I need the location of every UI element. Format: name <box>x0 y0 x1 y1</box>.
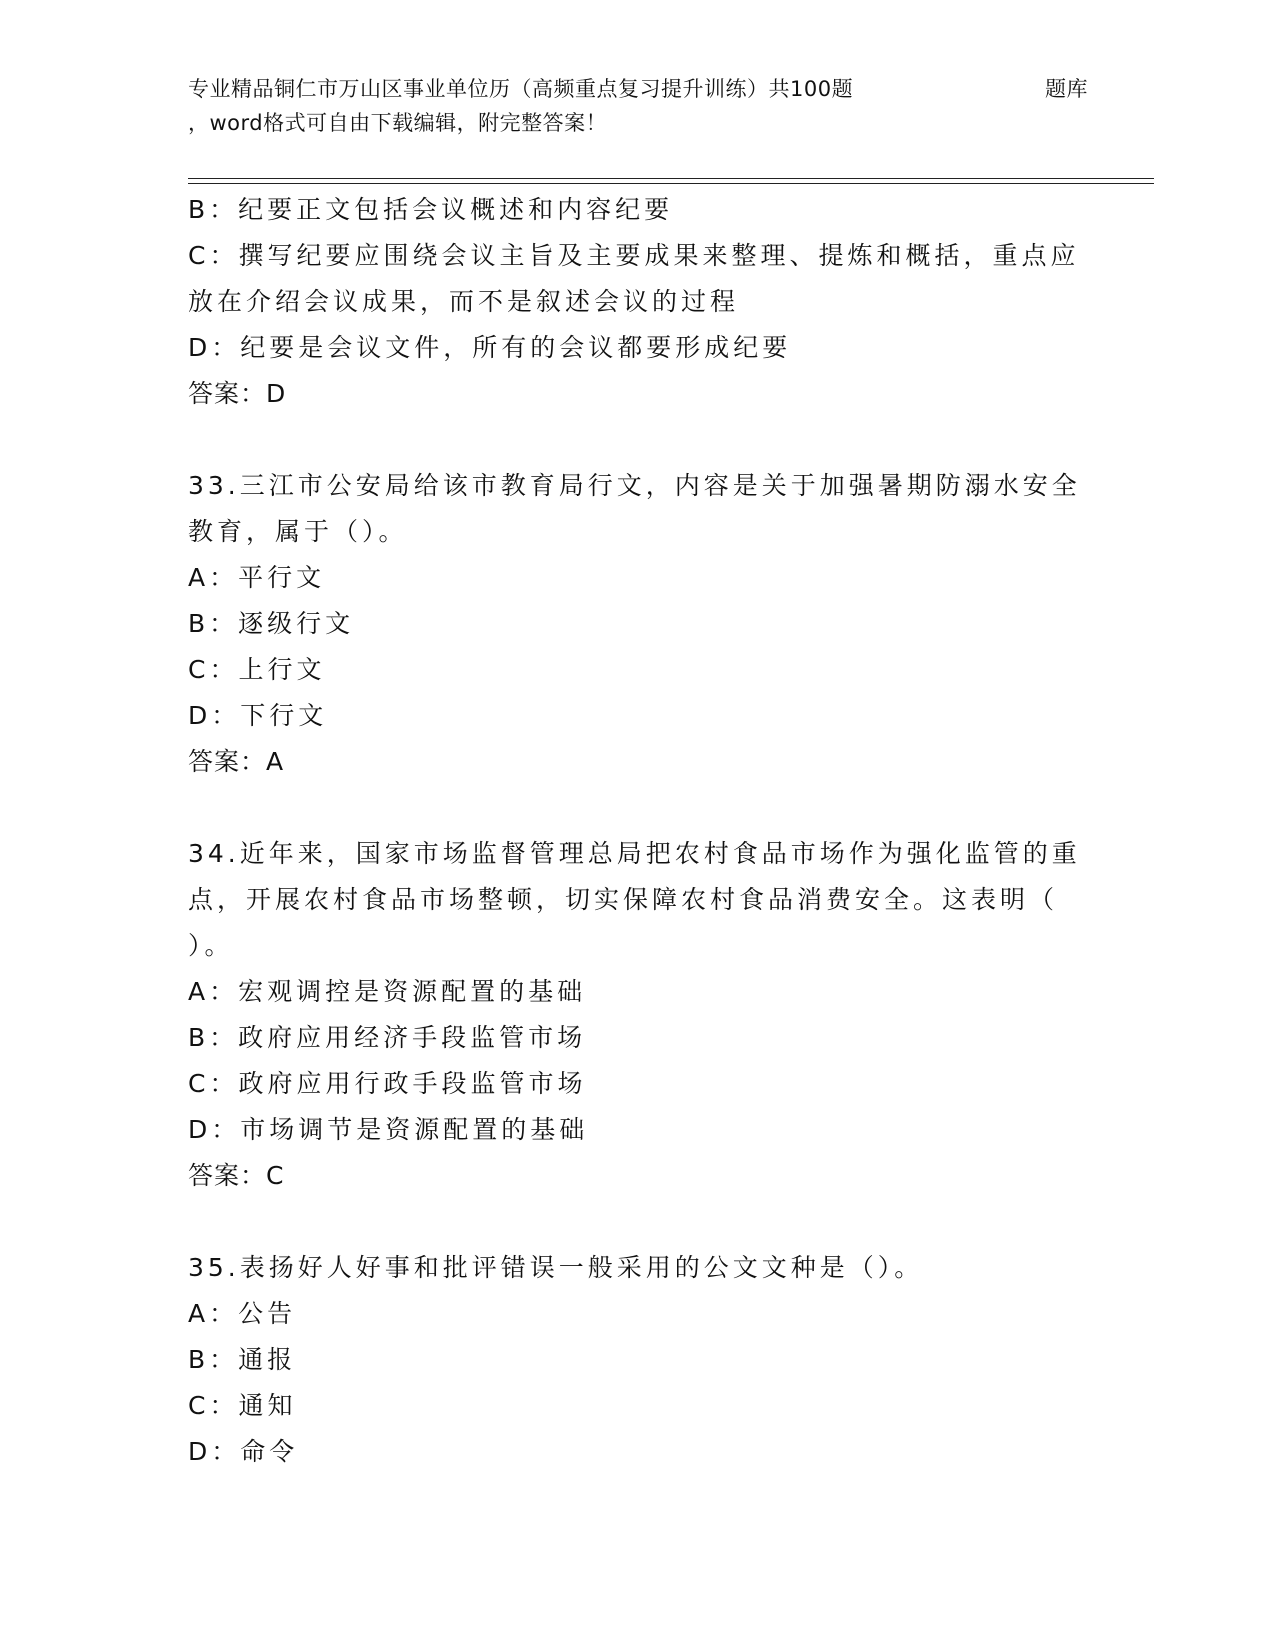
option-c: C：通知 <box>188 1391 297 1420</box>
option-c: C：上行文 <box>188 655 326 684</box>
option-b: B：政府应用经济手段监管市场 <box>188 1023 587 1052</box>
question-stem: 33.三江市公安局给该市教育局行文，内容是关于加强暑期防溺水安全 <box>188 471 1081 500</box>
header-line-1 <box>188 72 1088 106</box>
question-35 <box>188 1245 1088 1475</box>
document-title: 专业精品铜仁市万山区事业单位历（高频重点复习提升训练）共100题 <box>188 77 854 101</box>
option-b: B：逐级行文 <box>188 609 355 638</box>
option-c: C：政府应用行政手段监管市场 <box>188 1069 587 1098</box>
header-divider-bottom <box>188 183 1154 184</box>
option-a: A：宏观调控是资源配置的基础 <box>188 977 587 1006</box>
option-a: A：公告 <box>188 1299 297 1328</box>
spacer <box>188 1199 1088 1245</box>
option-line: B：纪要正文包括会议概述和内容纪要 <box>188 195 674 224</box>
option-line: 放在介绍会议成果，而不是叙述会议的过程 <box>188 287 740 316</box>
option-d: D：下行文 <box>188 701 328 730</box>
option-line: C：撰写纪要应围绕会议主旨及主要成果来整理、提炼和概括，重点应 <box>188 241 1080 270</box>
answer-line: 答案：C <box>188 1161 285 1190</box>
page-header <box>188 72 1088 140</box>
answer-line: 答案：D <box>188 379 287 408</box>
document-body <box>188 187 1088 1475</box>
document-subtitle: ，word格式可自由下载编辑，附完整答案！ <box>188 111 608 135</box>
answer-line: 答案：A <box>188 747 285 776</box>
question-stem: 点，开展农村食品市场整顿，切实保障农村食品消费安全。这表明（ <box>188 885 1059 914</box>
header-divider-top <box>188 178 1154 179</box>
question-stem: ）。 <box>188 931 234 960</box>
option-line: D：纪要是会议文件，所有的会议都要形成纪要 <box>188 333 792 362</box>
option-d: D：市场调节是资源配置的基础 <box>188 1115 589 1144</box>
option-a: A：平行文 <box>188 563 326 592</box>
question-33 <box>188 463 1088 785</box>
spacer <box>188 785 1088 831</box>
question-stem: 教育，属于（）。 <box>188 517 408 546</box>
question-stem: 34.近年来，国家市场监督管理总局把农村食品市场作为强化监管的重 <box>188 839 1081 868</box>
option-d: D：命令 <box>188 1437 299 1466</box>
question-continued <box>188 187 1088 417</box>
question-34 <box>188 831 1088 1199</box>
document-tag: 题库 <box>1045 77 1088 101</box>
option-b: B：通报 <box>188 1345 297 1374</box>
question-stem: 35.表扬好人好事和批评错误一般采用的公文文种是（）。 <box>188 1253 924 1282</box>
spacer <box>188 417 1088 463</box>
